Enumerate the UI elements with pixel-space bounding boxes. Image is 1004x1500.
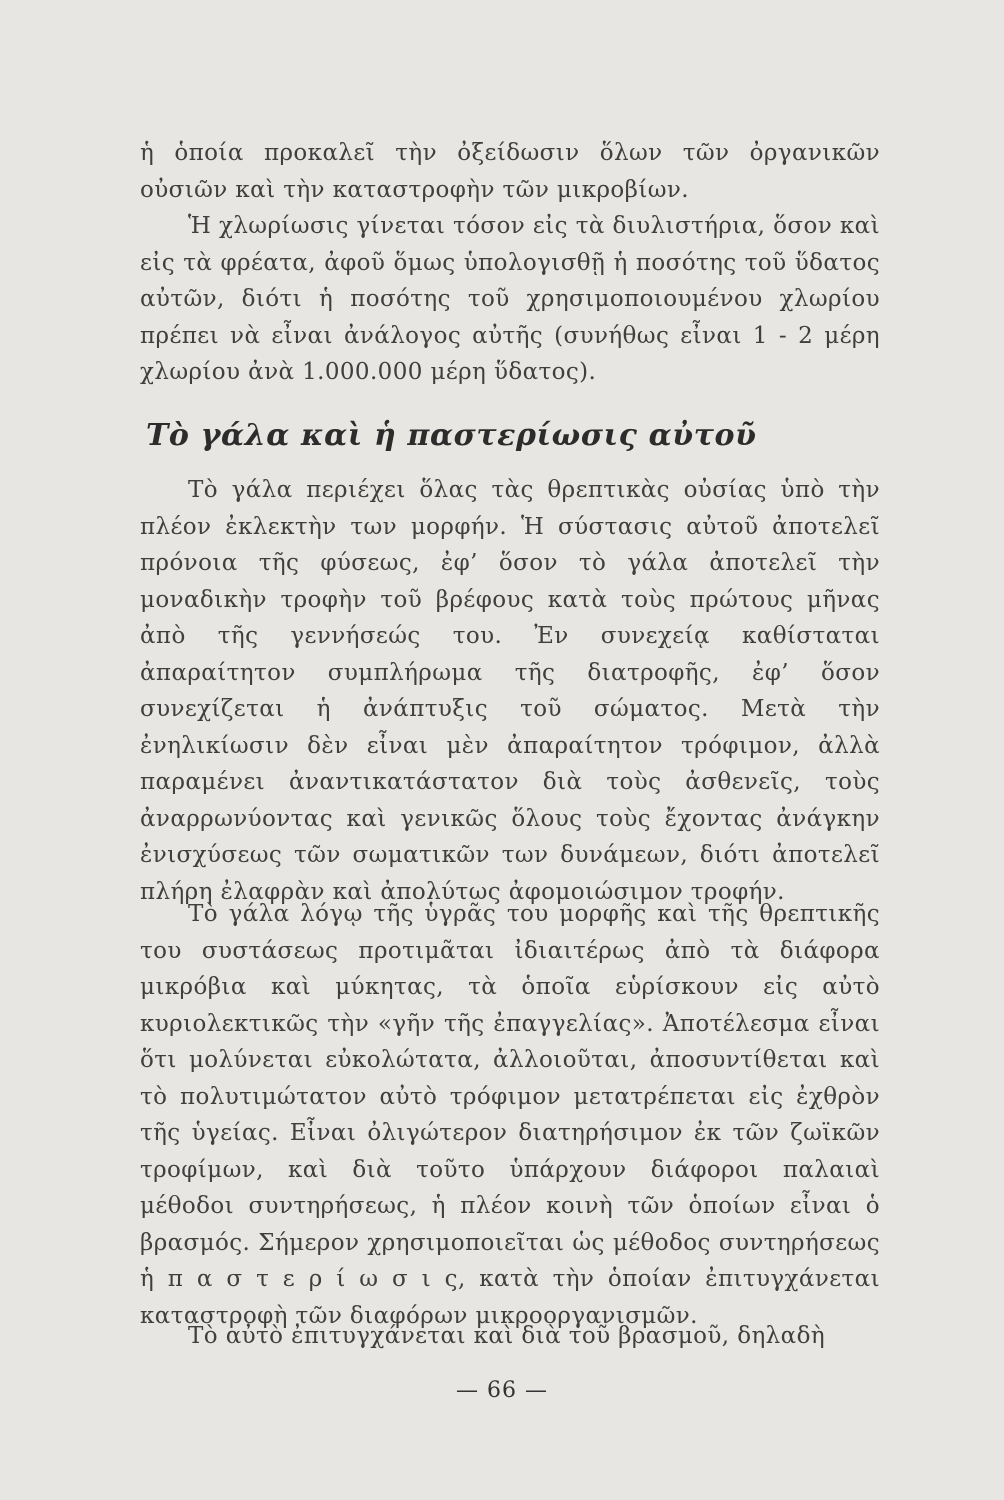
paragraph-text: Τὸ γάλα περιέχει ὅλας τὰς θρεπτικὰς οὐσίας ὑπὸ τὴν πλέον ἐκλεκτὴν των μορφήν. Ἡ σύστασις αὐτοῦ ἀποτελεῖ πρόνοια τῆς φύσεως, ἐφ’ ὅσον τὸ γάλα ἀποτελεῖ τὴν μοναδικὴν τροφὴν τοῦ βρέφους κατὰ τοὺς πρώτους μῆνας ἀπὸ τῆς γεννήσεώς του. Ἐν συνεχείᾳ καθίσταται ἀπαραίτητον συμπλήρωμα τῆς διατροφῆς, ἐφ’ ὅσον συνεχίζεται ἡ ἀνάπτυξις τοῦ σώματος. Μετὰ τὴν ἐνηλικίωσιν δὲν εἶναι μὲν ἀπαραίτητον τρόφιμον, ἀλλὰ παραμένει ἀναντικατάστατον διὰ τοὺς ἀσθενεῖς, τοὺς ἀναρρωνύοντας καὶ γενικῶς ὅλους τοὺς ἔχοντας ἀνάγκην ἐνισχύσεως τῶν σωματικῶν των δυνάμεων, διότι ἀποτελεῖ πλήρη ἐλαφρὰν καὶ ἀπολύτως ἀφομοιώσιμον τροφήν. [140, 477, 880, 905]
paragraph-boiling [140, 1318, 880, 1355]
paragraph-chlorination [140, 208, 880, 391]
paragraph-oxidation [140, 135, 880, 208]
paragraph-text: Τὸ γάλα λόγῳ τῆς ὑγρᾶς του μορφῆς καὶ τῆς θρεπτικῆς του συστάσεως προτιμᾶται ἰδιαιτέρως ἀπὸ τὰ διάφορα μικρόβια καὶ μύκητας, τὰ ὁποῖα εὑρίσκουν εἰς αὐτὸ κυριολεκτικῶς τὴν «γῆν τῆς ἐπαγγελίας». Ἀποτέλεσμα εἶναι ὅτι μολύνεται εὐκολώτατα, ἀλλοιοῦται, ἀποσυντίθεται καὶ τὸ πολυτιμώτατον αὐτὸ τρόφιμον μετατρέπεται εἰς ἐχθρὸν τῆς ὑγείας. Εἶναι ὀλιγώτερον διατηρήσιμον ἐκ τῶν ζωϊκῶν τροφίμων, καὶ διὰ τοῦτο ὑπάρχουν διάφοροι παλαιαὶ μέθοδοι συντηρήσεως, ἡ πλέον κοινὴ τῶν ὁποίων εἶναι ὁ βρασμός. Σήμερον χρησιμοποιεῖται ὡς μέθοδος συντηρήσεως ἡ π α σ τ ε ρ ί ω σ ι ς, κατὰ τὴν ὁποίαν ἐπιτυγχάνεται καταστροφὴ τῶν διαφόρων μικροοργανισμῶν. [140, 901, 880, 1329]
paragraph-text: Τὸ αὐτὸ ἐπιτυγχάνεται καὶ διὰ τοῦ βρασμοῦ, δηλαδὴ [188, 1323, 825, 1349]
page-number: — 66 — [456, 1378, 548, 1403]
paragraph-text: ἡ ὁποία προκαλεῖ τὴν ὀξείδωσιν ὅλων τῶν ὀργανικῶν οὐσιῶν καὶ τὴν καταστροφὴν τῶν μικροβίων. [140, 140, 880, 203]
paragraph-milk-preservation [140, 896, 880, 1334]
section-heading: Τὸ γάλα καὶ ἡ παστερίωσις αὐτοῦ [146, 418, 757, 453]
paragraph-milk-nutrition [140, 472, 880, 910]
paragraph-text: Ἡ χλωρίωσις γίνεται τόσον εἰς τὰ διυλιστήρια, ὅσον καὶ εἰς τὰ φρέατα, ἀφοῦ ὅμως ὑπολογισθῇ ἡ ποσότης τοῦ ὕδατος αὐτῶν, διότι ἡ ποσότης τοῦ χρησιμοποιουμένου χλωρίου πρέπει νὰ εἶναι ἀνάλογος αὐτῆς (συνήθως εἶναι 1 - 2 μέρη χλωρίου ἀνὰ 1.000.000 μέρη ὕδατος). [140, 213, 880, 385]
